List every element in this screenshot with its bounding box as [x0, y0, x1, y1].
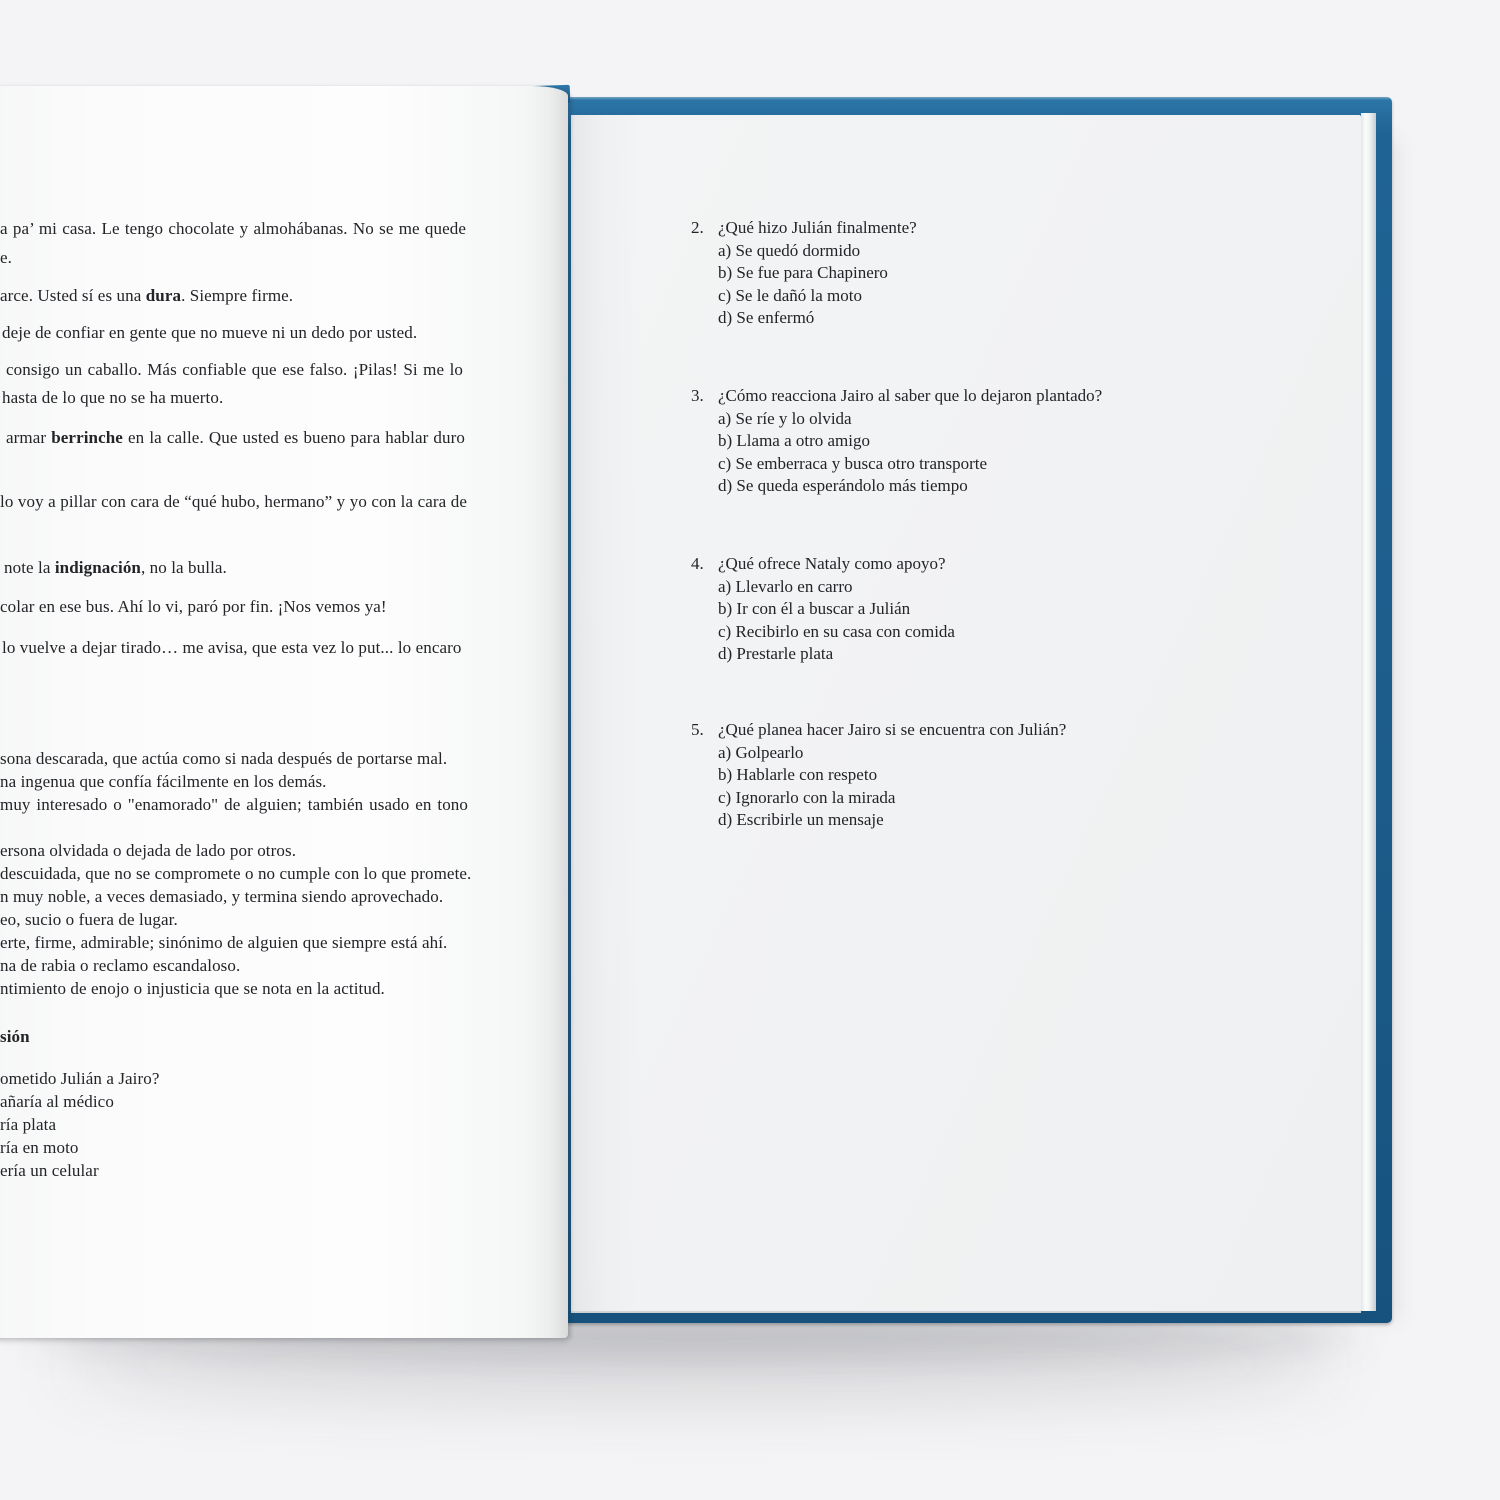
- question-block: [691, 385, 1102, 498]
- page-line: hasta de lo que no se ha muerto.: [2, 388, 224, 407]
- question-line: [691, 553, 955, 576]
- page-line: na de rabia o reclamo escandaloso.: [0, 956, 241, 975]
- right-page: [571, 115, 1361, 1311]
- page-line: ería un celular: [0, 1161, 99, 1180]
- question-option: c) Se emberraca y busca otro transporte: [718, 453, 988, 473]
- page-line: ometido Julián a Jairo?: [0, 1069, 160, 1088]
- page-line: erte, firme, admirable; sinónimo de alguien que siempre está ahí.: [0, 933, 448, 952]
- question-option: b) Hablarle con respeto: [718, 765, 878, 785]
- page-line: ersona olvidada o dejada de lado por otros.: [0, 841, 297, 860]
- page-line: note la indignación, no la bulla.: [4, 558, 227, 577]
- question-option: b) Llama a otro amigo: [718, 431, 871, 451]
- question-block: [691, 217, 917, 330]
- question-option: b) Ir con él a buscar a Julián: [718, 599, 911, 619]
- question-option: d) Escribirle un mensaje: [718, 810, 884, 830]
- question-text: ¿Cómo reacciona Jairo al saber que lo dejaron plantado?: [718, 386, 1103, 405]
- page-line: e.: [0, 248, 12, 267]
- question-option: c) Se le dañó la moto: [718, 285, 862, 305]
- question-block: [691, 719, 1066, 832]
- question-option: a) Se ríe y lo olvida: [718, 408, 852, 428]
- question-option: d) Prestarle plata: [718, 644, 834, 664]
- page-line: ntimiento de enojo o injusticia que se nota en la actitud.: [0, 979, 385, 998]
- question-text: ¿Qué ofrece Nataly como apoyo?: [718, 554, 946, 573]
- question-line: [691, 217, 917, 240]
- question-option: a) Se quedó dormido: [718, 240, 861, 260]
- page-line: a pa’ mi casa. Le tengo chocolate y almohábanas. No se me quede: [0, 219, 466, 238]
- section-heading-fragment: sión: [0, 1027, 30, 1046]
- question-number: 2.: [691, 218, 704, 237]
- spine-shadow: [571, 115, 641, 1311]
- question-number: 5.: [691, 720, 704, 739]
- question-block: [691, 553, 955, 666]
- question-option: d) Se queda esperándolo más tiempo: [718, 476, 968, 496]
- question-option: a) Golpearlo: [718, 742, 804, 762]
- question-option: c) Recibirlo en su casa con comida: [718, 621, 955, 641]
- question-text: ¿Qué hizo Julián finalmente?: [718, 218, 917, 237]
- question-option: b) Se fue para Chapinero: [718, 263, 888, 283]
- question-text: ¿Qué planea hacer Jairo si se encuentra con Julián?: [718, 720, 1067, 739]
- question-option: a) Llevarlo en carro: [718, 576, 853, 596]
- page-line: añaría al médico: [0, 1092, 114, 1111]
- page-line: muy interesado o "enamorado" de alguien; también usado en tono: [0, 795, 468, 814]
- page-line: na ingenua que confía fácilmente en los demás.: [0, 772, 327, 791]
- page-line: n muy noble, a veces demasiado, y termina siendo aprovechado.: [0, 887, 444, 906]
- page-line: lo voy a pillar con cara de “qué hubo, hermano” y yo con la cara de: [0, 492, 467, 511]
- page-stack-edge-right: [1361, 113, 1376, 1311]
- page-line: deje de confiar en gente que no mueve ni un dedo por usted.: [2, 323, 418, 342]
- question-number: 4.: [691, 554, 704, 573]
- page-line: eo, sucio o fuera de lugar.: [0, 910, 178, 929]
- page-line: ría en moto: [0, 1138, 79, 1157]
- book-shadow-soft: [60, 1330, 1340, 1400]
- question-option: d) Se enfermó: [718, 308, 815, 328]
- page-line: lo vuelve a dejar tirado… me avisa, que esta vez lo put... lo encaro: [2, 638, 462, 657]
- page-line: armar berrinche en la calle. Que usted es bueno para hablar duro: [6, 428, 465, 447]
- question-option: c) Ignorarlo con la mirada: [718, 787, 896, 807]
- page-line: arce. Usted sí es una dura. Siempre firme.: [0, 286, 294, 305]
- question-number: 3.: [691, 386, 704, 405]
- page-line: sona descarada, que actúa como si nada después de portarse mal.: [0, 749, 448, 768]
- page-line: ría plata: [0, 1115, 57, 1134]
- page-line: descuidada, que no se compromete o no cumple con lo que promete.: [0, 864, 472, 883]
- question-line: [691, 385, 1102, 408]
- question-line: [691, 719, 1066, 742]
- left-page: [0, 86, 568, 1338]
- page-line: consigo un caballo. Más confiable que ese falso. ¡Pilas! Si me lo: [6, 360, 463, 379]
- page-line: colar en ese bus. Ahí lo vi, paró por fin. ¡Nos vemos ya!: [0, 597, 387, 616]
